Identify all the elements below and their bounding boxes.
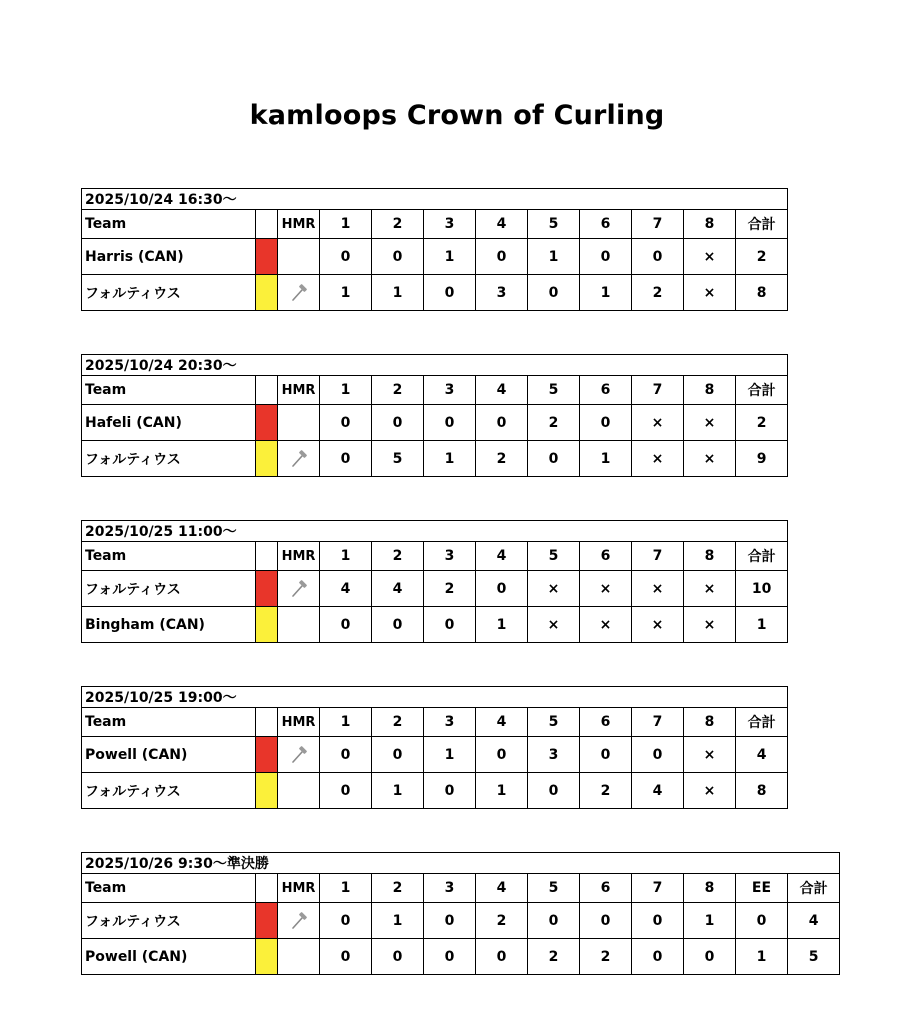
- team-name: Bingham (CAN): [82, 607, 256, 643]
- header-team: Team: [82, 542, 256, 571]
- header-end: 7: [632, 708, 684, 737]
- end-score: 0: [528, 275, 580, 311]
- hammer-cell: [278, 405, 320, 441]
- red-stone-swatch: [256, 903, 278, 939]
- end-score: 0: [476, 239, 528, 275]
- end-score: 0: [424, 903, 476, 939]
- end-score: ×: [528, 571, 580, 607]
- end-score: 0: [424, 405, 476, 441]
- end-score: 1: [528, 239, 580, 275]
- end-score: ×: [684, 571, 736, 607]
- game-date: 2025/10/24 16:30～: [82, 189, 788, 210]
- end-score: 2: [528, 939, 580, 975]
- red-stone-swatch: [256, 737, 278, 773]
- total-score: 2: [736, 405, 788, 441]
- header-end: 8: [684, 708, 736, 737]
- team-name: Hafeli (CAN): [82, 405, 256, 441]
- end-score: 0: [320, 737, 372, 773]
- hammer-icon: [289, 580, 309, 598]
- hammer-icon: [289, 450, 309, 468]
- end-score: 1: [424, 239, 476, 275]
- end-score: ×: [684, 773, 736, 809]
- end-score: ×: [684, 275, 736, 311]
- header-end: 4: [476, 542, 528, 571]
- end-score: 0: [528, 441, 580, 477]
- yellow-stone-swatch: [256, 275, 278, 311]
- header-end: 6: [580, 210, 632, 239]
- end-score: 0: [320, 903, 372, 939]
- end-score: 2: [424, 571, 476, 607]
- team-row: [82, 275, 788, 311]
- header-end: 4: [476, 210, 528, 239]
- yellow-stone-swatch: [256, 939, 278, 975]
- team-row: [82, 405, 788, 441]
- header-end: 2: [372, 708, 424, 737]
- end-score: 0: [320, 607, 372, 643]
- end-score: 1: [736, 939, 788, 975]
- header-end: 2: [372, 210, 424, 239]
- total-score: 4: [736, 737, 788, 773]
- end-score: 0: [424, 607, 476, 643]
- end-score: 1: [320, 275, 372, 311]
- hammer-cell: [278, 939, 320, 975]
- header-stone: [256, 708, 278, 737]
- end-score: ×: [632, 571, 684, 607]
- header-total: 合計: [736, 376, 788, 405]
- end-score: 2: [632, 275, 684, 311]
- red-stone-swatch: [256, 405, 278, 441]
- hammer-cell: [278, 737, 320, 773]
- end-score: ×: [632, 607, 684, 643]
- yellow-stone-swatch: [256, 607, 278, 643]
- end-score: 1: [372, 903, 424, 939]
- header-stone: [256, 542, 278, 571]
- game-date: 2025/10/26 9:30～準決勝: [82, 853, 840, 874]
- team-row: [82, 773, 788, 809]
- end-score: 0: [632, 939, 684, 975]
- end-score: 0: [476, 571, 528, 607]
- header-end: 2: [372, 376, 424, 405]
- header-stone: [256, 210, 278, 239]
- end-score: 1: [684, 903, 736, 939]
- end-score: 0: [424, 773, 476, 809]
- team-name: Harris (CAN): [82, 239, 256, 275]
- end-score: 1: [476, 607, 528, 643]
- hammer-cell: [278, 773, 320, 809]
- hammer-icon: [289, 746, 309, 764]
- hammer-cell: [278, 441, 320, 477]
- end-score: 0: [320, 405, 372, 441]
- game-date: 2025/10/25 11:00～: [82, 521, 788, 542]
- header-end: 3: [424, 874, 476, 903]
- hammer-cell: [278, 239, 320, 275]
- header-end: 7: [632, 874, 684, 903]
- hammer-cell: [278, 571, 320, 607]
- game-date: 2025/10/24 20:30～: [82, 355, 788, 376]
- header-total: 合計: [736, 542, 788, 571]
- end-score: 0: [476, 405, 528, 441]
- end-score: 0: [320, 939, 372, 975]
- total-score: 9: [736, 441, 788, 477]
- scoreboard-game-4: [81, 686, 788, 809]
- header-end: 5: [528, 210, 580, 239]
- end-score: 1: [476, 773, 528, 809]
- end-score: ×: [684, 239, 736, 275]
- end-score: 3: [476, 275, 528, 311]
- team-row: [82, 607, 788, 643]
- end-score: 0: [632, 239, 684, 275]
- scoreboard-game-3: [81, 520, 788, 643]
- header-end: 7: [632, 376, 684, 405]
- yellow-stone-swatch: [256, 441, 278, 477]
- end-score: 1: [372, 275, 424, 311]
- total-score: 1: [736, 607, 788, 643]
- end-score: 0: [372, 239, 424, 275]
- hammer-cell: [278, 275, 320, 311]
- end-score: 0: [632, 737, 684, 773]
- team-name: Powell (CAN): [82, 737, 256, 773]
- header-hmr: HMR: [278, 708, 320, 737]
- end-score: 0: [320, 773, 372, 809]
- game-date: 2025/10/25 19:00～: [82, 687, 788, 708]
- total-score: 4: [788, 903, 840, 939]
- header-end: 3: [424, 210, 476, 239]
- header-end: 1: [320, 708, 372, 737]
- end-score: 3: [528, 737, 580, 773]
- header-team: Team: [82, 210, 256, 239]
- team-row: [82, 441, 788, 477]
- total-score: 2: [736, 239, 788, 275]
- end-score: ×: [528, 607, 580, 643]
- end-score: 4: [320, 571, 372, 607]
- header-end: EE: [736, 874, 788, 903]
- team-row: [82, 903, 840, 939]
- team-row: [82, 571, 788, 607]
- end-score: 2: [528, 405, 580, 441]
- end-score: 0: [684, 939, 736, 975]
- header-end: 4: [476, 376, 528, 405]
- header-end: 3: [424, 542, 476, 571]
- header-end: 7: [632, 210, 684, 239]
- total-score: 8: [736, 275, 788, 311]
- team-name: フォルティウス: [82, 275, 256, 311]
- end-score: ×: [632, 441, 684, 477]
- header-hmr: HMR: [278, 542, 320, 571]
- header-end: 4: [476, 708, 528, 737]
- total-score: 8: [736, 773, 788, 809]
- end-score: ×: [580, 607, 632, 643]
- end-score: 4: [372, 571, 424, 607]
- end-score: 1: [372, 773, 424, 809]
- end-score: 1: [424, 737, 476, 773]
- page-title: kamloops Crown of Curling: [249, 100, 665, 131]
- team-row: [82, 239, 788, 275]
- header-end: 6: [580, 542, 632, 571]
- team-name: フォルティウス: [82, 903, 256, 939]
- end-score: 0: [372, 737, 424, 773]
- yellow-stone-swatch: [256, 773, 278, 809]
- header-end: 6: [580, 376, 632, 405]
- header-end: 4: [476, 874, 528, 903]
- header-hmr: HMR: [278, 874, 320, 903]
- header-end: 3: [424, 708, 476, 737]
- total-score: 5: [788, 939, 840, 975]
- header-end: 8: [684, 210, 736, 239]
- end-score: 2: [476, 441, 528, 477]
- hammer-icon: [289, 912, 309, 930]
- header-total: 合計: [788, 874, 840, 903]
- header-total: 合計: [736, 708, 788, 737]
- header-stone: [256, 874, 278, 903]
- end-score: 4: [632, 773, 684, 809]
- header-end: 1: [320, 542, 372, 571]
- end-score: 0: [372, 405, 424, 441]
- scoreboard-game-5: [81, 852, 840, 975]
- end-score: ×: [580, 571, 632, 607]
- end-score: ×: [684, 405, 736, 441]
- header-end: 5: [528, 874, 580, 903]
- end-score: 0: [372, 939, 424, 975]
- header-end: 8: [684, 874, 736, 903]
- end-score: 0: [580, 239, 632, 275]
- header-end: 7: [632, 542, 684, 571]
- end-score: 0: [320, 239, 372, 275]
- end-score: 0: [424, 939, 476, 975]
- end-score: 0: [320, 441, 372, 477]
- end-score: 5: [372, 441, 424, 477]
- header-end: 3: [424, 376, 476, 405]
- end-score: ×: [684, 441, 736, 477]
- header-team: Team: [82, 376, 256, 405]
- header-end: 5: [528, 708, 580, 737]
- end-score: 0: [736, 903, 788, 939]
- end-score: 0: [372, 607, 424, 643]
- header-team: Team: [82, 874, 256, 903]
- end-score: 2: [580, 939, 632, 975]
- hammer-cell: [278, 607, 320, 643]
- header-end: 1: [320, 376, 372, 405]
- team-name: フォルティウス: [82, 441, 256, 477]
- header-end: 8: [684, 542, 736, 571]
- scoreboard-game-2: [81, 354, 788, 477]
- header-team: Team: [82, 708, 256, 737]
- team-name: フォルティウス: [82, 571, 256, 607]
- end-score: 2: [580, 773, 632, 809]
- header-end: 1: [320, 874, 372, 903]
- header-hmr: HMR: [278, 210, 320, 239]
- header-end: 8: [684, 376, 736, 405]
- red-stone-swatch: [256, 239, 278, 275]
- end-score: 0: [580, 737, 632, 773]
- end-score: 1: [580, 275, 632, 311]
- team-row: [82, 939, 840, 975]
- end-score: 1: [424, 441, 476, 477]
- end-score: 1: [580, 441, 632, 477]
- end-score: 0: [528, 773, 580, 809]
- end-score: ×: [684, 607, 736, 643]
- header-end: 2: [372, 874, 424, 903]
- hammer-cell: [278, 903, 320, 939]
- header-end: 1: [320, 210, 372, 239]
- hammer-icon: [289, 284, 309, 302]
- team-name: フォルティウス: [82, 773, 256, 809]
- team-name: Powell (CAN): [82, 939, 256, 975]
- end-score: ×: [684, 737, 736, 773]
- header-end: 6: [580, 874, 632, 903]
- header-end: 2: [372, 542, 424, 571]
- end-score: ×: [632, 405, 684, 441]
- header-end: 5: [528, 376, 580, 405]
- end-score: 0: [476, 939, 528, 975]
- header-end: 5: [528, 542, 580, 571]
- total-score: 10: [736, 571, 788, 607]
- end-score: 0: [580, 903, 632, 939]
- header-hmr: HMR: [278, 376, 320, 405]
- end-score: 2: [476, 903, 528, 939]
- end-score: 0: [424, 275, 476, 311]
- end-score: 0: [528, 903, 580, 939]
- end-score: 0: [632, 903, 684, 939]
- header-stone: [256, 376, 278, 405]
- scoreboard-game-1: [81, 188, 788, 311]
- header-end: 6: [580, 708, 632, 737]
- header-total: 合計: [736, 210, 788, 239]
- end-score: 0: [476, 737, 528, 773]
- end-score: 0: [580, 405, 632, 441]
- team-row: [82, 737, 788, 773]
- red-stone-swatch: [256, 571, 278, 607]
